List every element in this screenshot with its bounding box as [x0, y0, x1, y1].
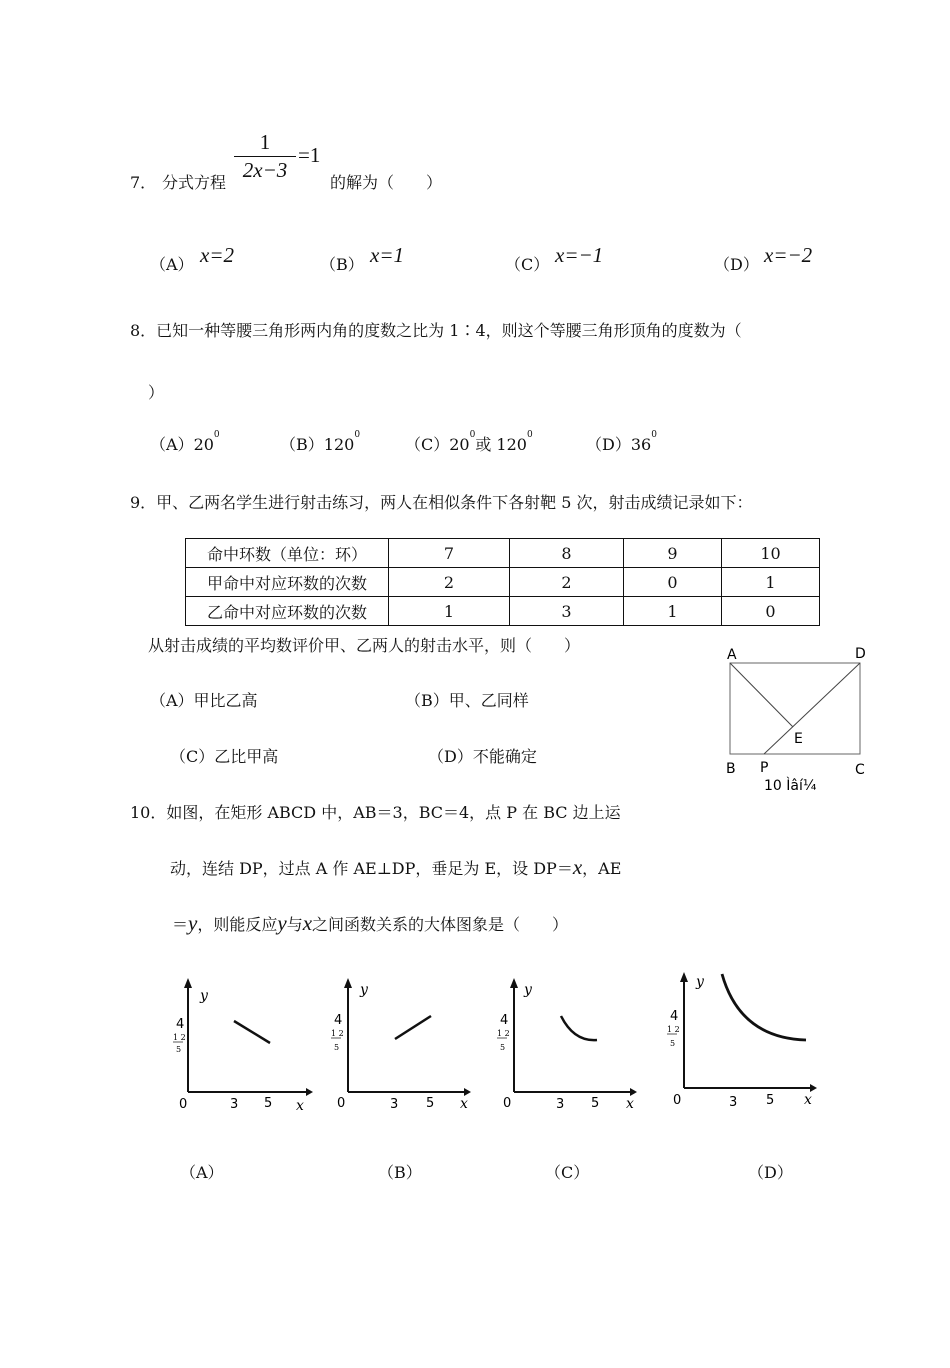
q8-option-b — [280, 432, 360, 455]
q9-option-b: （B）甲、乙同样 — [405, 691, 529, 710]
graph-tick-4: 4 — [500, 1013, 509, 1028]
q7-fraction-denominator: 2x−3 — [242, 158, 288, 182]
q10-line3-a: ＝ — [172, 915, 189, 934]
rectangle-figure — [722, 643, 882, 793]
q8-option-c-mid: 或 120 — [475, 435, 527, 454]
q10-text-line1: 10．如图，在矩形 ABCD 中，AB＝3，BC＝4，点 P 在 BC 边上运 — [130, 803, 621, 822]
q8-option-a-sup: 0 — [213, 430, 220, 440]
q10-line3-y: y — [188, 911, 198, 935]
q7-option-b-value: x=1 — [370, 243, 404, 267]
graph-tick-12-den: 5 — [500, 1043, 506, 1052]
table-cell: 7 — [389, 539, 510, 568]
q8-option-d-value: 36 — [630, 435, 652, 454]
point-label-a: A — [727, 647, 737, 663]
q8-option-c-value: 20 — [449, 435, 470, 454]
graph-origin: 0 — [673, 1093, 682, 1108]
graph-tick-3: 3 — [556, 1097, 565, 1112]
q10-line3-y2: y — [277, 911, 287, 935]
graph-x-label: x — [626, 1096, 634, 1112]
q7-equation-rhs: =1 — [298, 143, 321, 167]
graph-y-label: y — [696, 974, 704, 990]
q8-option-c-label: （C） — [405, 435, 450, 454]
graph-c-curve — [561, 1016, 597, 1040]
graph-tick-12-num: 1 2 — [497, 1029, 510, 1038]
point-label-c: C — [855, 762, 865, 778]
q10-line2-x: x — [572, 855, 583, 879]
q7-text-after: 的解为（ ） — [330, 173, 443, 192]
q9-option-c: （C）乙比甲高 — [170, 747, 279, 766]
table-cell: 10 — [722, 539, 820, 568]
q10-line2-b: ，AE — [582, 859, 622, 878]
q7-fraction — [234, 130, 296, 183]
graph-caption-d: （D） — [748, 1163, 793, 1182]
graph-a — [168, 970, 313, 1115]
graph-b-curve — [395, 1016, 431, 1039]
graph-tick-4: 4 — [176, 1017, 185, 1032]
point-label-e: E — [794, 731, 803, 747]
graph-tick-4: 4 — [334, 1013, 343, 1028]
graph-tick-5: 5 — [264, 1096, 273, 1111]
graph-tick-3: 3 — [230, 1097, 239, 1112]
graph-tick-12-num: 1 2 — [331, 1029, 344, 1038]
graph-tick-5: 5 — [426, 1096, 435, 1111]
q8-option-a-label: （A） — [150, 435, 194, 454]
graph-d — [662, 970, 822, 1115]
q7-option-c-value: x=−1 — [555, 243, 604, 267]
table-row — [186, 539, 820, 568]
q7-option-d-value: x=−2 — [764, 243, 813, 267]
table-row — [186, 568, 820, 597]
q7-fraction-numerator: 1 — [259, 130, 271, 154]
q8-option-a — [150, 432, 220, 455]
graph-y-label: y — [200, 988, 208, 1004]
q7-option-d-label: （D） — [714, 255, 759, 274]
graph-tick-12-den: 5 — [176, 1045, 182, 1054]
q7-option-b-label: （B） — [320, 255, 364, 274]
graph-tick-12-den: 5 — [334, 1043, 340, 1052]
q8-option-b-sup: 0 — [354, 430, 361, 440]
table-cell: 乙命中对应环数的次数 — [186, 597, 389, 626]
table-cell: 命中环数（单位：环） — [186, 539, 389, 568]
graph-origin: 0 — [337, 1096, 346, 1111]
q9-option-a: （A）甲比乙高 — [150, 691, 258, 710]
q8-option-d-sup: 0 — [651, 430, 657, 440]
point-label-b: B — [726, 761, 736, 777]
q8-option-d — [586, 432, 657, 455]
point-label-p: P — [760, 760, 769, 776]
q10-text-line3 — [172, 911, 568, 936]
q8-option-c-sup2: 0 — [526, 430, 533, 440]
q7-text-before: 分式方程 — [162, 173, 227, 192]
q9-question: 从射击成绩的平均数评价甲、乙两人的射击水平，则（ ） — [148, 636, 581, 655]
graph-tick-3: 3 — [729, 1095, 738, 1110]
table-row — [186, 597, 820, 626]
q8-option-a-value: 20 — [193, 435, 214, 454]
graph-b — [326, 970, 471, 1115]
graph-tick-5: 5 — [591, 1096, 600, 1111]
table-cell: 0 — [624, 568, 722, 597]
graph-origin: 0 — [503, 1096, 512, 1111]
table-cell: 8 — [510, 539, 624, 568]
graph-caption-c: （C） — [545, 1163, 590, 1182]
graph-c — [492, 970, 637, 1115]
table-cell: 1 — [389, 597, 510, 626]
graph-tick-12-num: 1 2 — [667, 1025, 680, 1034]
graph-a-curve — [234, 1021, 270, 1043]
table-cell: 9 — [624, 539, 722, 568]
q7-option-c-label: （C） — [505, 255, 550, 274]
graph-y-label: y — [360, 982, 368, 998]
graph-d-curve — [722, 974, 806, 1040]
graph-caption-a: （A） — [180, 1163, 224, 1182]
graph-caption-b: （B） — [378, 1163, 422, 1182]
q10-line3-x: x — [302, 911, 313, 935]
q9-option-d: （D）不能确定 — [428, 747, 537, 766]
q10-line3-c: 与 — [286, 915, 303, 934]
table-cell: 0 — [722, 597, 820, 626]
q8-option-c-sup: 0 — [469, 430, 476, 440]
q9-text: 9．甲、乙两名学生进行射击练习，两人在相似条件下各射靶 5 次，射击成绩记录如下： — [130, 493, 753, 512]
table-cell: 1 — [624, 597, 722, 626]
table-cell: 2 — [389, 568, 510, 597]
table-cell: 2 — [510, 568, 624, 597]
figure-caption: 10 Ìâí¼ — [764, 778, 817, 793]
graph-tick-4: 4 — [670, 1009, 679, 1024]
q8-option-c — [405, 432, 533, 455]
q10-line3-d: 之间函数关系的大体图象是（ ） — [312, 915, 569, 934]
graph-tick-12-num: 1 2 — [173, 1033, 186, 1042]
graph-tick-12-den: 5 — [670, 1039, 676, 1048]
q8-option-b-label: （B） — [280, 435, 324, 454]
graph-x-label: x — [460, 1096, 468, 1112]
q8-option-d-label: （D） — [586, 435, 631, 454]
point-label-d: D — [855, 646, 866, 662]
table-cell: 甲命中对应环数的次数 — [186, 568, 389, 597]
q10-line3-b: ，则能反应 — [197, 915, 278, 934]
graph-origin: 0 — [179, 1097, 188, 1112]
graph-tick-3: 3 — [390, 1097, 399, 1112]
q8-option-b-value: 120 — [323, 435, 355, 454]
q7-number: 7． — [130, 173, 157, 192]
q10-text-line2 — [170, 855, 621, 880]
score-table — [185, 538, 820, 626]
graph-tick-5: 5 — [766, 1093, 775, 1108]
q8-text-line2: ） — [148, 383, 165, 402]
graph-x-label: x — [296, 1098, 304, 1114]
q8-text-line1: 8．已知一种等腰三角形两内角的度数之比为 1∶4，则这个等腰三角形顶角的度数为（ — [130, 321, 742, 340]
q7-option-a-label: （A） — [150, 255, 194, 274]
graph-x-label: x — [804, 1092, 812, 1108]
table-cell: 3 — [510, 597, 624, 626]
table-cell: 1 — [722, 568, 820, 597]
graph-y-label: y — [524, 982, 532, 998]
q7-option-a-value: x=2 — [200, 243, 234, 267]
q10-line2-a: 动，连结 DP，过点 A 作 AE⊥DP，垂足为 E，设 DP＝ — [170, 859, 573, 878]
